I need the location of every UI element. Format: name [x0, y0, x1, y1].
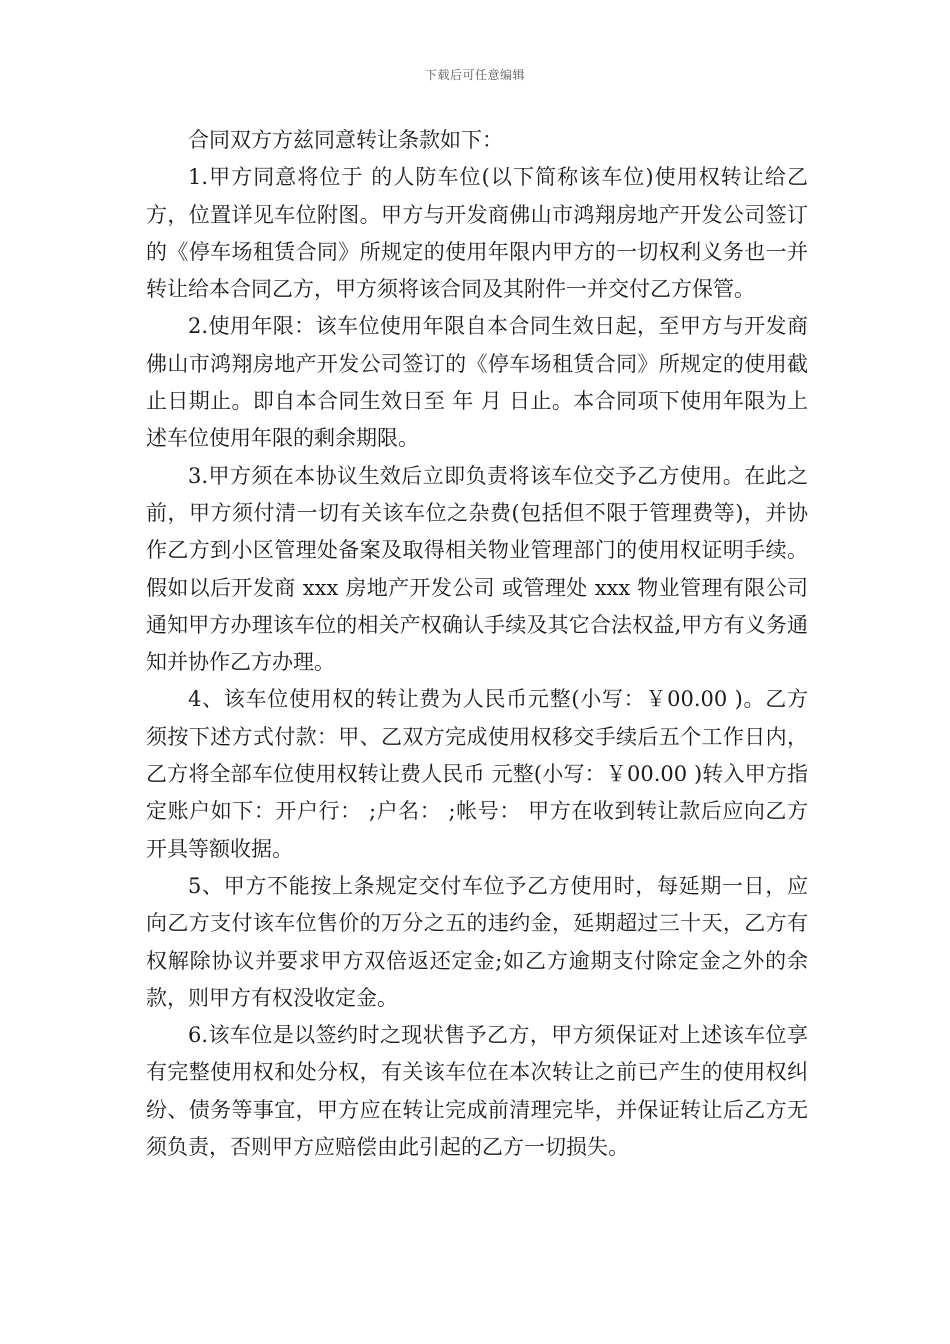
clause-1-paragraph: 1.甲方同意将位于 的人防车位(以下简称该车位)使用权转让给乙方，位置详见车位附图。甲方与开发商佛山市鸿翔房地产开发公司签订的《停车场租赁合同》所规定的使用年限内甲方的一切权利义务也一并转让给本合同乙方，甲方须将该合同及其附件一并交付乙方保管。 — [146, 165, 808, 302]
clause-3-paragraph: 3.甲方须在本协议生效后立即负责将该车位交予乙方使用。在此之前，甲方须付清一切有关该车位之杂费(包括但不限于管理费等)，并协作乙方到小区管理处备案及取得相关物业管理部门的使用权证明手续。假如以后开发商 xxx 房地产开发公司 或管理处 xxx 物业管理有限公司 通知甲方办理该车位的相关产权确认手续及其它合法权益,甲方有义务通知并协作乙方办理。 — [146, 463, 808, 675]
clause-4-paragraph: 4、该车位使用权的转让费为人民币元整(小写：￥00.00 )。乙方须按下述方式付款：甲、乙双方完成使用权移交手续后五个工作日内，乙方将全部车位使用权转让费人民币 元整(小写：￥00.00 )转入甲方指定账户如下：开户行： ;户名： ;帐号： 甲方在收到转让款后应向乙方开具等额收据。 — [146, 687, 808, 861]
intro-paragraph: 合同双方方兹同意转让条款如下： — [188, 128, 503, 152]
clause-2-paragraph: 2.使用年限：该车位使用年限自本合同生效日起，至甲方与开发商佛山市鸿翔房地产开发公司签订的《停车场租赁合同》所规定的使用截止日期止。即自本合同生效日至 年 月 日止。本合同项下使用年限为上述车位使用年限的剩余期限。 — [146, 314, 808, 451]
clause-5-paragraph: 5、甲方不能按上条规定交付车位予乙方使用时，每延期一日，应向乙方支付该车位售价的万分之五的违约金，延期超过三十天，乙方有权解除协议并要求甲方双倍返还定金;如乙方逾期支付除定金之外的余款，则甲方有权没收定金。 — [146, 873, 808, 1010]
document-body — [146, 122, 808, 1166]
clause-6-paragraph: 6.该车位是以签约时之现状售予乙方，甲方须保证对上述该车位享有完整使用权和处分权，有关该车位在本次转让之前已产生的使用权纠纷、债务等事宜，甲方应在转让完成前清理完毕，并保证转让后乙方无须负责，否则甲方应赔偿由此引起的乙方一切损失。 — [146, 1023, 808, 1160]
page-header-note: 下载后可任意编辑 — [424, 68, 525, 82]
